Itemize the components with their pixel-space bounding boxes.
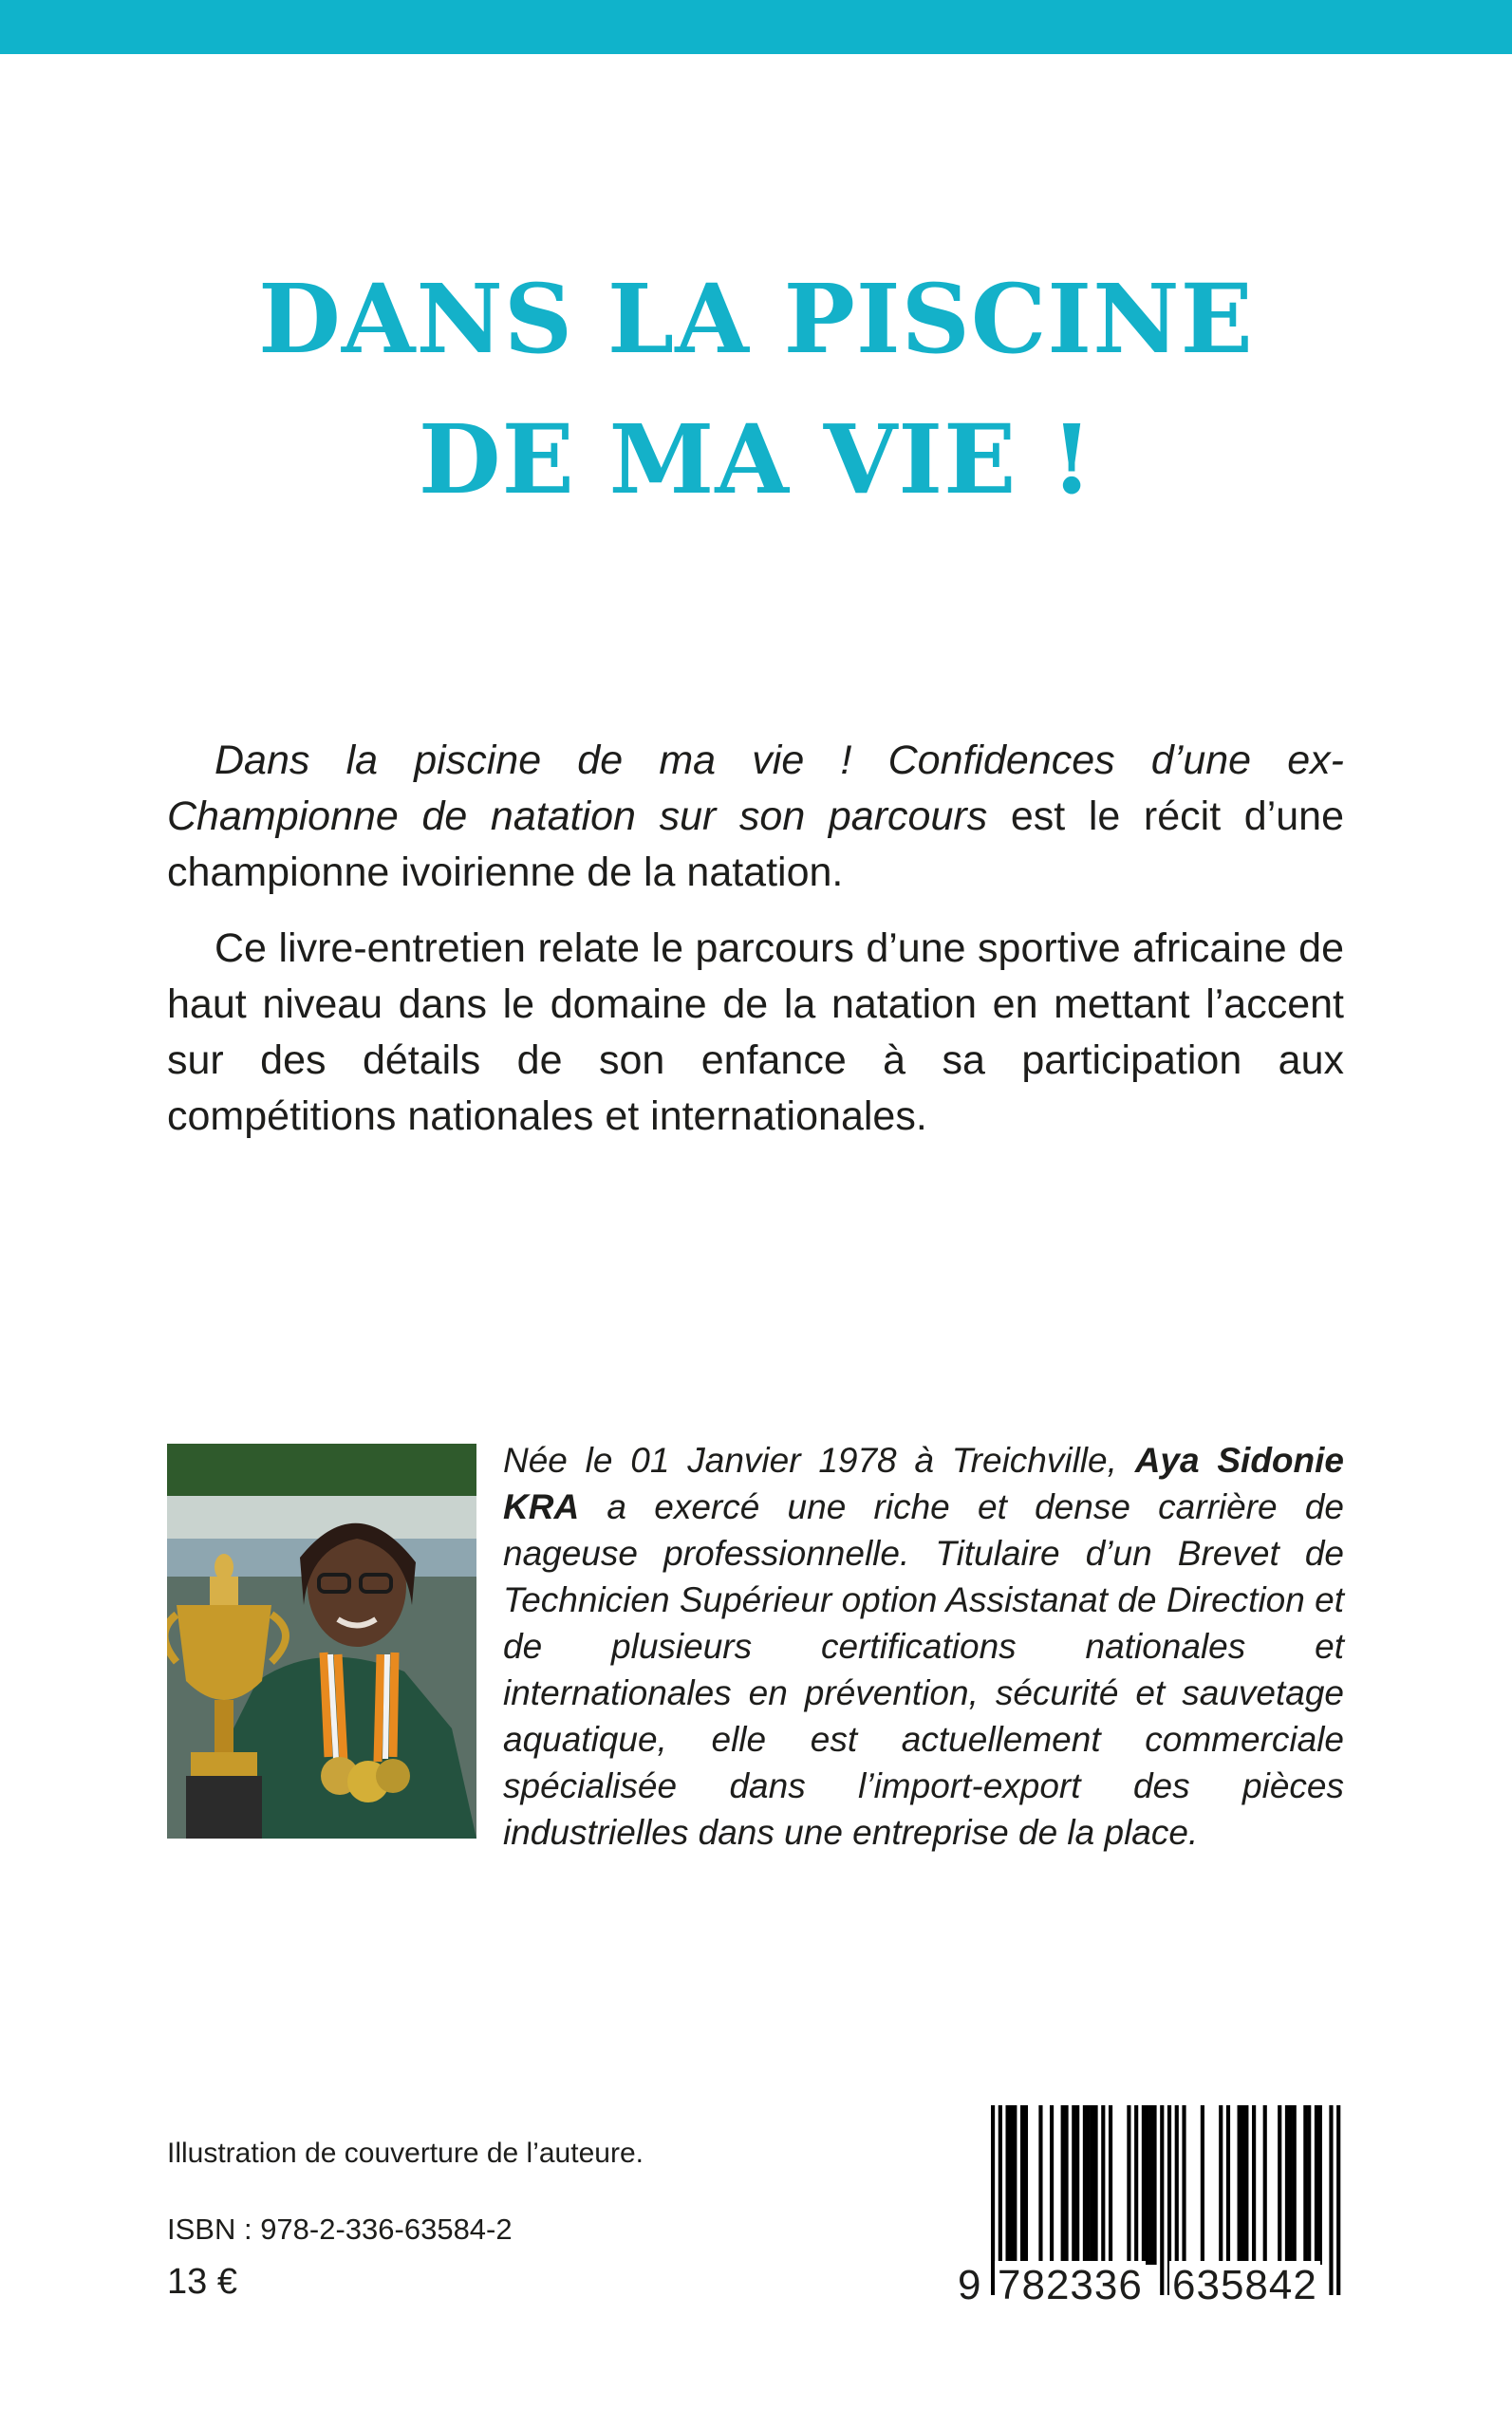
barcode-bar: [1146, 2105, 1149, 2265]
barcode-bar: [1038, 2105, 1042, 2265]
barcode-bar: [1318, 2105, 1322, 2265]
barcode-bar: [1152, 2105, 1156, 2265]
barcode-bar: [1134, 2105, 1138, 2265]
author-biography: [503, 1437, 1344, 1856]
barcode-bar: [1175, 2105, 1179, 2265]
back-cover-blurb: [167, 733, 1344, 1165]
barcode-bar: [1093, 2105, 1097, 2265]
barcode-bar: [1263, 2105, 1267, 2265]
barcode-bar: [1005, 2105, 1009, 2265]
barcode-bar: [1020, 2105, 1024, 2265]
barcode-bar: [1075, 2105, 1079, 2265]
barcode-bar: [1013, 2105, 1017, 2265]
blurb-paragraph-2: Ce livre-entretien relate le parcours d’une sportive africaine de haut niveau dans le domaine de la natation en mettant l’accent sur des détails de son enfance à sa participation aux compétitions nationales et internationales.: [167, 925, 1344, 1139]
barcode-bar: [1307, 2105, 1311, 2265]
barcode-bar: [1160, 2105, 1164, 2295]
barcode-right-group: 635842: [1169, 2261, 1320, 2310]
barcode-bar: [1142, 2105, 1146, 2265]
barcode-bar: [1289, 2105, 1293, 2265]
barcode-bar: [1149, 2105, 1153, 2265]
barcode-bar: [1109, 2105, 1112, 2265]
barcode-bar: [1201, 2105, 1204, 2265]
bio-text: a exercé une riche et dense carrière de nageuse professionnelle. Titulaire d’un Brevet de Technicien Supérieur option Assistanat de Direction et de plusieurs certifications nationales et internationales en prévention, sécurité et sauvetage aquatique, elle est actuellement commerciale spécialisée dans l’import-export des pièces industrielles dans une entreprise de la place.: [503, 1487, 1344, 1852]
barcode-bar: [1329, 2105, 1333, 2295]
barcode-bar: [1009, 2105, 1013, 2265]
barcode-bar: [1083, 2105, 1087, 2265]
barcode-bar: [1336, 2105, 1340, 2295]
barcode-bar: [1091, 2105, 1094, 2265]
barcode-bar: [1241, 2105, 1244, 2265]
blurb-book-title: Dans la piscine de ma vie ! Confidences d’une ex-Championne de natation sur son parcours: [167, 738, 1344, 839]
barcode-left-group: 782336: [995, 2261, 1146, 2310]
title-line-2: DE MA VIE !: [418, 403, 1094, 515]
book-title: [0, 249, 1512, 530]
barcode-first-digit: 9: [955, 2261, 984, 2310]
barcode-bar: [1101, 2105, 1105, 2265]
barcode-bar: [1315, 2105, 1318, 2265]
barcode-bar: [1050, 2105, 1054, 2265]
author-photo: [167, 1444, 476, 1839]
barcode-bar: [1252, 2105, 1256, 2265]
cover-illustration-credit: Illustration de couverture de l’auteure.: [167, 2138, 644, 2169]
barcode-bar: [1127, 2105, 1130, 2265]
blurb-paragraph-1: [167, 733, 1344, 901]
title-line-1: DANS LA PISCINE: [258, 263, 1254, 375]
barcode-bar: [1064, 2105, 1068, 2265]
barcode-bar: [1219, 2105, 1223, 2265]
blurb-paragraph-1-text: est le récit d’une championne ivoirienne de la natation.: [167, 794, 1345, 895]
barcode-bar: [1278, 2105, 1281, 2265]
barcode-bar: [1238, 2105, 1241, 2265]
barcode-bar: [1072, 2105, 1075, 2265]
barcode-bar: [1244, 2105, 1248, 2265]
barcode-bar: [1061, 2105, 1065, 2265]
barcode-bar: [1303, 2105, 1307, 2265]
top-color-band: [0, 0, 1512, 54]
bio-intro: Née le 01 Janvier 1978 à Treichville,: [503, 1441, 1135, 1480]
barcode-bar: [1293, 2105, 1297, 2265]
author-name: Aya Sidonie KRA: [503, 1441, 1344, 1526]
barcode-bar: [1182, 2105, 1185, 2265]
price: 13 €: [167, 2262, 237, 2302]
isbn: ISBN : 978-2-336-63584-2: [167, 2213, 513, 2246]
barcode-bar: [1226, 2105, 1230, 2265]
barcode-bar: [1087, 2105, 1091, 2265]
barcode-bar: [1285, 2105, 1289, 2265]
barcode-bar: [1024, 2105, 1028, 2265]
author-photo-with-trophy-icon: [167, 1444, 476, 1839]
